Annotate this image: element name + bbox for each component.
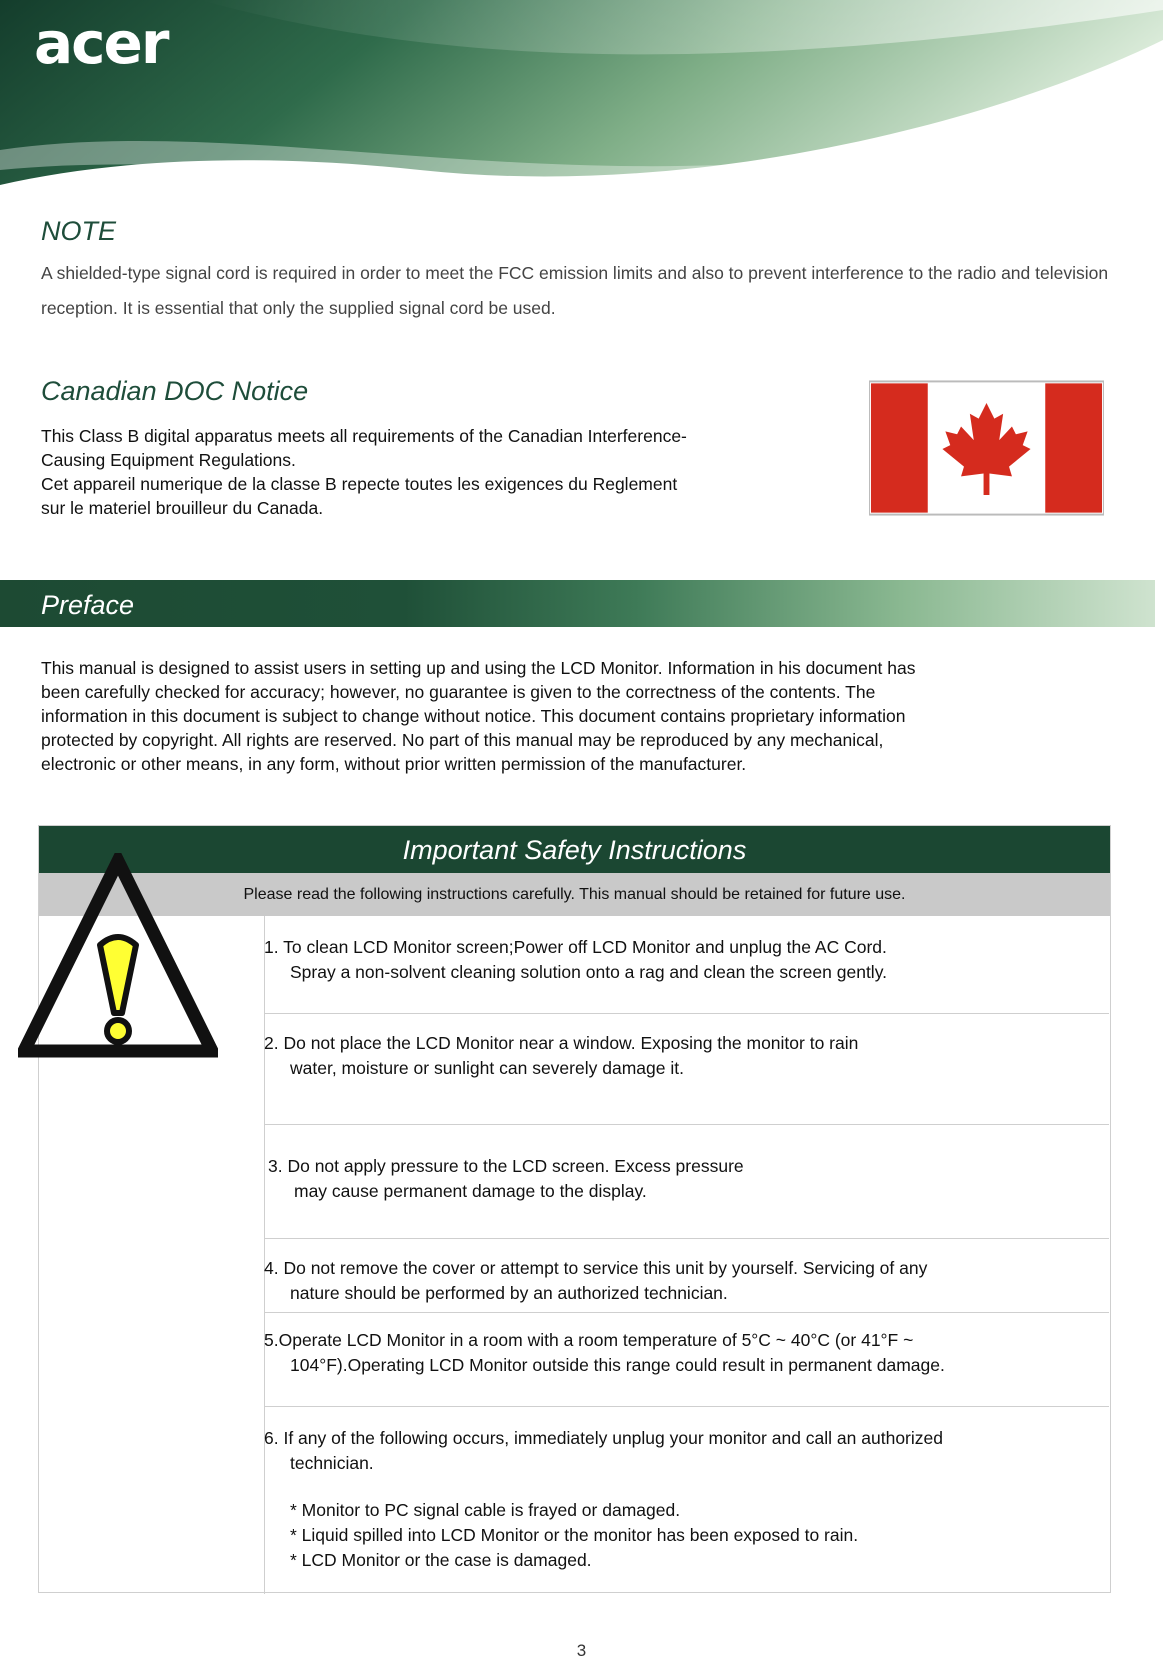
safety-item-5 bbox=[264, 1328, 945, 1378]
safety-item-line: Spray a non-solvent cleaning solution onto a rag and clean the screen gently. bbox=[290, 962, 888, 982]
safety-item-line: 5.Operate LCD Monitor in a room with a room temperature of 5°C ~ 40°C (or 41°F ~ bbox=[264, 1330, 914, 1350]
preface-line: information in this document is subject to change without notice. This document contains proprietary information bbox=[41, 706, 906, 726]
note-title: NOTE bbox=[41, 216, 117, 246]
safety-item-line: 1. To clean LCD Monitor screen;Power off LCD Monitor and unplug the AC Cord. bbox=[264, 937, 887, 957]
safety-item-line: 4. Do not remove the cover or attempt to service this unit by yourself. Servicing of any bbox=[264, 1258, 928, 1278]
safety-item-line: 3. Do not apply pressure to the LCD screen. Excess pressure bbox=[268, 1156, 744, 1176]
canadian-doc-text bbox=[41, 424, 831, 520]
safety-subtitle: Please read the following instructions carefully. This manual should be retained for future use. bbox=[39, 873, 1110, 916]
safety-item-line: 104°F).Operating LCD Monitor outside this range could result in permanent damage. bbox=[290, 1355, 945, 1375]
safety-item-3 bbox=[268, 1154, 744, 1204]
brand-logo: acer bbox=[34, 9, 168, 77]
item-divider bbox=[264, 1238, 1109, 1239]
safety-item-line: nature should be performed by an authorized technician. bbox=[290, 1283, 728, 1303]
preface-line: been carefully checked for accuracy; however, no guarantee is given to the correctness of the contents. The bbox=[41, 682, 876, 702]
safety-item-2 bbox=[264, 1031, 858, 1081]
item-divider bbox=[264, 1312, 1109, 1313]
item-divider bbox=[264, 1013, 1109, 1014]
safety-bullet: * Liquid spilled into LCD Monitor or the monitor has been exposed to rain. bbox=[290, 1525, 859, 1545]
preface-line: This manual is designed to assist users in setting up and using the LCD Monitor. Information in his document has bbox=[41, 658, 916, 678]
safety-item-line: 2. Do not place the LCD Monitor near a window. Exposing the monitor to rain bbox=[264, 1033, 859, 1053]
safety-item-line: 6. If any of the following occurs, immediately unplug your monitor and call an authorized bbox=[264, 1428, 943, 1448]
item-divider bbox=[264, 1406, 1109, 1407]
safety-bullet: * Monitor to PC signal cable is frayed or damaged. bbox=[290, 1500, 681, 1520]
safety-item-line: technician. bbox=[290, 1453, 374, 1473]
safety-item-6 bbox=[264, 1426, 943, 1573]
preface-text bbox=[41, 656, 1131, 776]
safety-item-line: may cause permanent damage to the display. bbox=[294, 1181, 647, 1201]
preface-line: electronic or other means, in any form, without prior written permission of the manufacturer. bbox=[41, 754, 747, 774]
canadian-doc-line: This Class B digital apparatus meets all requirements of the Canadian Interference- bbox=[41, 426, 687, 446]
safety-item-1 bbox=[264, 935, 887, 985]
item-divider bbox=[264, 1124, 1109, 1125]
warning-icon bbox=[18, 853, 218, 1058]
header-banner bbox=[0, 0, 1163, 190]
page-number: 3 bbox=[576, 1641, 587, 1660]
safety-item-line: water, moisture or sunlight can severely damage it. bbox=[290, 1058, 684, 1078]
safety-title: Important Safety Instructions bbox=[39, 826, 1110, 873]
safety-bullet: * LCD Monitor or the case is damaged. bbox=[290, 1550, 592, 1570]
canadian-doc-line: sur le materiel brouilleur du Canada. bbox=[41, 498, 324, 518]
preface-title: Preface bbox=[41, 590, 135, 620]
canada-flag-icon bbox=[869, 380, 1104, 516]
preface-bar bbox=[0, 580, 1155, 627]
header-swoosh-graphic bbox=[0, 0, 1163, 190]
preface-line: protected by copyright. All rights are reserved. No part of this manual may be reproduced by any mechanical, bbox=[41, 730, 884, 750]
canadian-doc-title: Canadian DOC Notice bbox=[41, 376, 309, 406]
note-text: A shielded-type signal cord is required in order to meet the FCC emission limits and also to prevent interference to the radio and television reception. It is essential that only the supplied signal cord be used. bbox=[41, 263, 1109, 318]
canadian-doc-line: Causing Equipment Regulations. bbox=[41, 450, 296, 470]
canadian-doc-line: Cet appareil numerique de la classe B repecte toutes les exigences du Reglement bbox=[41, 474, 678, 494]
safety-item-4 bbox=[264, 1256, 927, 1306]
